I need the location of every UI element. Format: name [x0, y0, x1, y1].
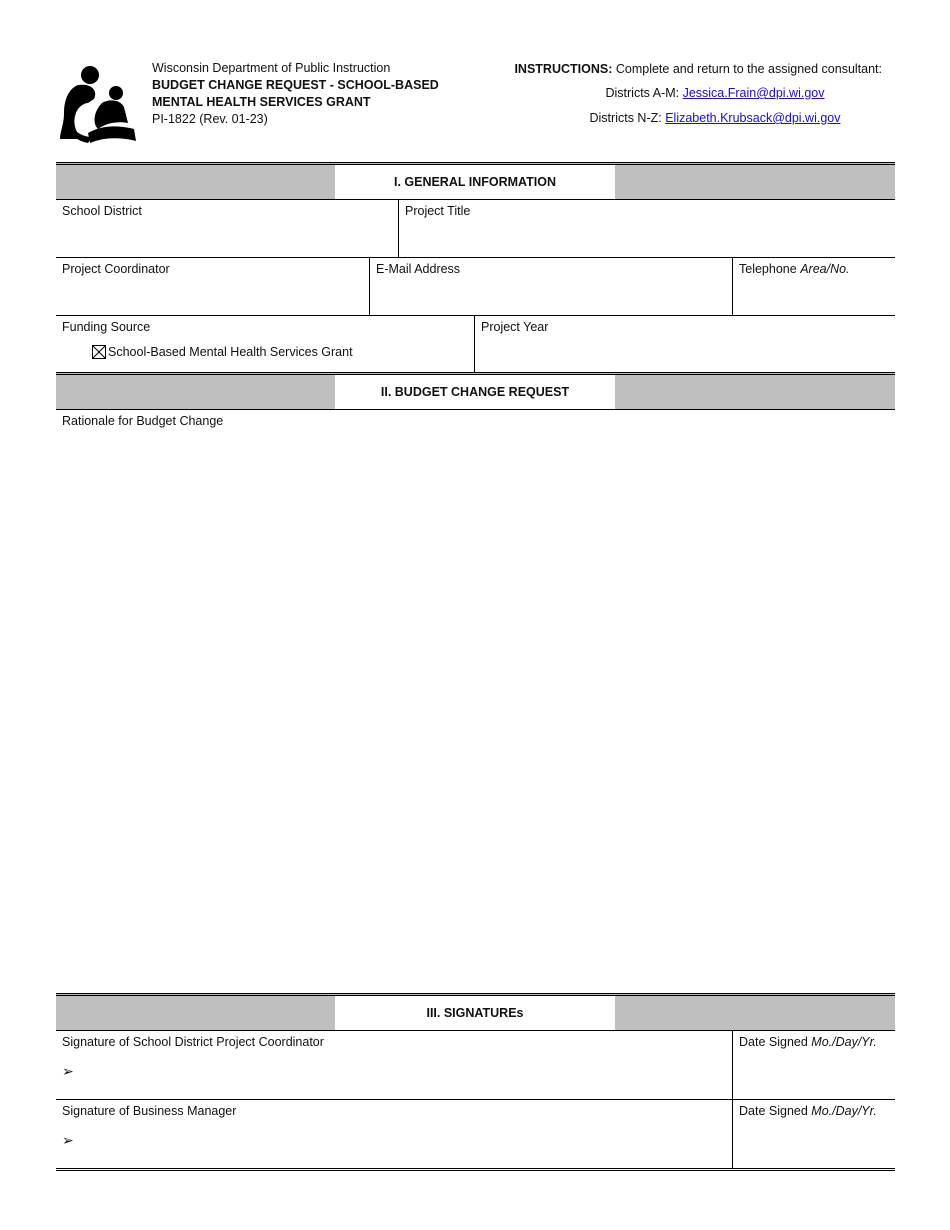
form-title-line1: BUDGET CHANGE REQUEST - SCHOOL-BASED [152, 78, 439, 92]
agency-name: Wisconsin Department of Public Instruction [152, 61, 391, 75]
email-address-field[interactable] [370, 258, 733, 315]
date-signed-label: Date Signed [739, 1104, 808, 1118]
business-manager-signature-label: Signature of Business Manager [62, 1104, 237, 1118]
district-am-label: Districts A-M: [605, 86, 680, 100]
email-address-label: E-Mail Address [376, 262, 461, 276]
project-coordinator-field[interactable] [56, 258, 370, 315]
business-manager-signature-field[interactable] [56, 1100, 733, 1168]
project-title-field[interactable] [399, 200, 895, 257]
form-general-info [56, 162, 895, 995]
date-hint: Mo./Day/Yr. [811, 1104, 877, 1118]
funding-option-label: School-Based Mental Health Services Grant [108, 345, 353, 359]
coordinator-signature-label: Signature of School District Project Coordinator [62, 1035, 324, 1049]
section3-title: III. SIGNATUREs [335, 996, 615, 1030]
section2-title: II. BUDGET CHANGE REQUEST [335, 375, 615, 409]
project-title-label: Project Title [405, 204, 471, 218]
section1-header [56, 162, 895, 199]
instructions [490, 62, 882, 76]
section1-title: I. GENERAL INFORMATION [335, 165, 615, 199]
row-coordinator [56, 257, 895, 315]
date-hint: Mo./Day/Yr. [811, 1035, 877, 1049]
district-am [560, 86, 870, 100]
row-district-title [56, 199, 895, 257]
rationale-label: Rationale for Budget Change [62, 414, 224, 428]
district-nz [560, 111, 870, 125]
funding-source-label: Funding Source [62, 320, 151, 334]
telephone-field[interactable] [733, 258, 895, 315]
business-manager-date-field[interactable] [733, 1100, 895, 1168]
telephone-hint: Area/No. [800, 262, 850, 276]
funding-option-checkbox[interactable] [92, 345, 106, 359]
coordinator-date-field[interactable] [733, 1031, 895, 1099]
telephone-label: Telephone [739, 262, 797, 276]
instructions-text: Complete and return to the assigned consultant: [615, 62, 882, 76]
row-funding [56, 315, 895, 372]
arrow-bullet-icon: ➢ [62, 1063, 74, 1079]
project-year-field[interactable] [475, 316, 895, 372]
form-title-line2: MENTAL HEALTH SERVICES GRANT [152, 95, 371, 109]
row-business-manager-signature [56, 1099, 895, 1171]
section2-header [56, 372, 895, 409]
district-nz-label: Districts N-Z: [589, 111, 662, 125]
coordinator-signature-field[interactable] [56, 1031, 733, 1099]
rationale-cell [56, 410, 895, 995]
funding-option [92, 345, 468, 359]
project-coordinator-label: Project Coordinator [62, 262, 170, 276]
district-am-email-link[interactable]: Jessica.Frain@dpi.wi.gov [682, 86, 825, 100]
rationale-field[interactable] [56, 409, 895, 995]
section3-header [56, 993, 895, 1030]
funding-source-field [56, 316, 475, 372]
dpi-logo [58, 63, 138, 145]
instructions-label: INSTRUCTIONS: [514, 62, 613, 76]
row-coordinator-signature [56, 1030, 895, 1099]
dpi-logo-icon [58, 63, 138, 145]
school-district-field[interactable] [56, 200, 399, 257]
arrow-bullet-icon: ➢ [62, 1132, 74, 1148]
form-number: PI-1822 (Rev. 01-23) [152, 112, 268, 126]
form-signatures [56, 993, 895, 1171]
checkbox-x-icon [93, 346, 105, 358]
district-nz-email-link[interactable]: Elizabeth.Krubsack@dpi.wi.gov [665, 111, 841, 125]
project-year-label: Project Year [481, 320, 549, 334]
date-signed-label: Date Signed [739, 1035, 808, 1049]
school-district-label: School District [62, 204, 142, 218]
